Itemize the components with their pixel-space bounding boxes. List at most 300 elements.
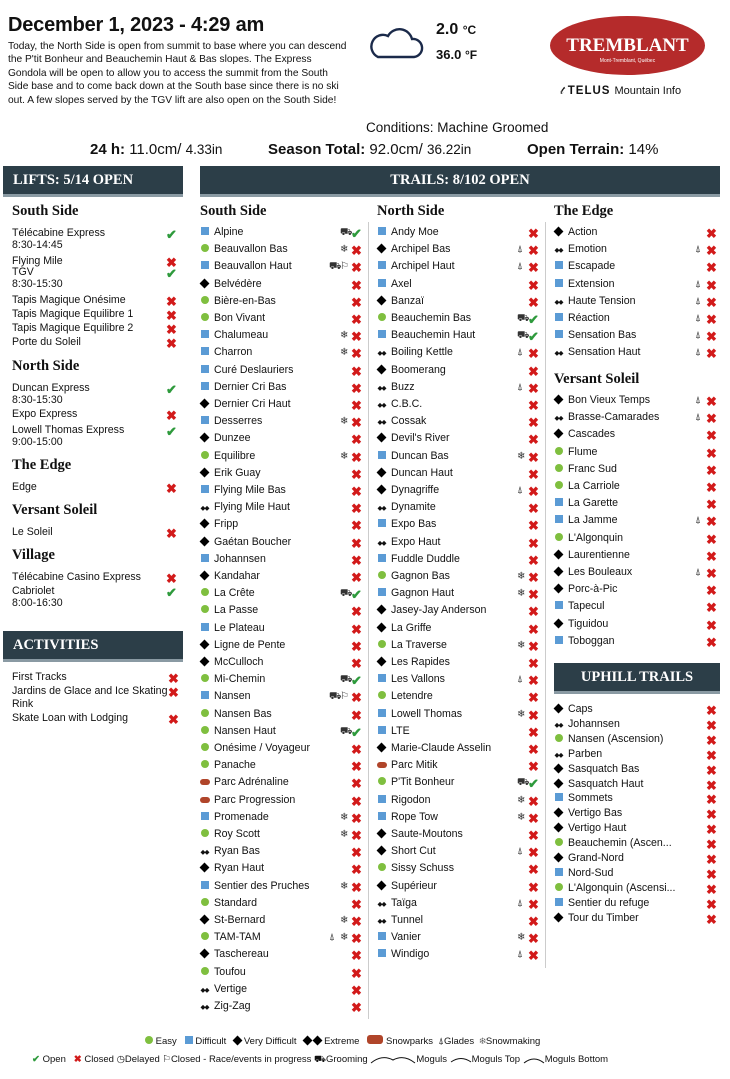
trail-name: Tunnel bbox=[391, 914, 423, 926]
trail-name: Erik Guay bbox=[214, 466, 261, 479]
trail-row bbox=[199, 553, 266, 570]
trail-row bbox=[199, 690, 251, 707]
difficulty-icon bbox=[199, 226, 210, 239]
uphill-name: Nord-Sud bbox=[568, 866, 614, 879]
trail-name: Beauchemin Bas bbox=[391, 312, 472, 324]
difficulty-icon bbox=[199, 742, 210, 755]
extreme-icon bbox=[303, 1036, 313, 1046]
difficult-icon bbox=[201, 881, 209, 889]
closed-status-icon: ✖ bbox=[351, 277, 362, 293]
trail-name: Charron bbox=[214, 346, 253, 359]
closed-status-icon: ✖ bbox=[528, 759, 539, 775]
difficulty-icon bbox=[199, 776, 210, 789]
closed-status-icon: ✖ bbox=[351, 312, 362, 327]
difficulty-icon bbox=[199, 501, 210, 515]
trail-name: Sentier des Pruches bbox=[214, 879, 310, 892]
trail-name: La Crête bbox=[214, 587, 255, 600]
trail-row bbox=[376, 759, 438, 776]
difficulty-icon bbox=[376, 260, 387, 273]
trail-name: Desserres bbox=[214, 415, 263, 428]
lift-hours: 8:30-15:30 bbox=[12, 394, 63, 406]
trail-row bbox=[199, 415, 262, 432]
difficulty-icon bbox=[199, 570, 210, 583]
closed-status-icon: ✖ bbox=[351, 260, 362, 276]
trail-row bbox=[376, 948, 429, 965]
closed-status-icon: ✖ bbox=[351, 570, 362, 585]
closed-status-icon: ✖ bbox=[351, 363, 362, 379]
difficulty-icon bbox=[376, 346, 387, 360]
trail-name: Le Plateau bbox=[214, 621, 265, 634]
difficulty-icon bbox=[199, 622, 210, 635]
trail-row bbox=[376, 604, 486, 621]
grooming-icon: ⛟ bbox=[517, 313, 530, 324]
difficulty-icon bbox=[553, 583, 564, 596]
trail-name: Windigo bbox=[391, 948, 430, 961]
trail-row bbox=[199, 708, 272, 725]
difficulty-icon bbox=[376, 948, 387, 961]
closed-status-icon: ✖ bbox=[706, 294, 717, 310]
trail-row bbox=[199, 364, 293, 381]
difficulty-icon bbox=[553, 394, 564, 407]
very-difficult-icon bbox=[554, 823, 564, 833]
difficulty-icon bbox=[199, 966, 210, 979]
closed-status-icon: ✖ bbox=[706, 837, 717, 853]
snowmaking-icon: ❄ bbox=[517, 811, 526, 823]
glades-icon: ⍋ bbox=[695, 313, 701, 324]
difficulty-icon bbox=[376, 862, 387, 875]
difficult-icon bbox=[201, 691, 209, 699]
trail-row bbox=[376, 415, 426, 432]
difficulty-icon bbox=[199, 983, 210, 997]
very-difficult-icon bbox=[200, 657, 210, 667]
very-difficult-icon bbox=[554, 853, 564, 863]
difficulty-icon bbox=[553, 867, 564, 880]
lift-name: Tapis Magique Onésime bbox=[12, 294, 126, 306]
closed-status-icon: ✖ bbox=[528, 552, 539, 568]
difficulty-icon bbox=[199, 690, 210, 703]
difficult-icon bbox=[555, 898, 563, 906]
trail-row bbox=[376, 639, 447, 656]
the-edge-heading: The Edge bbox=[554, 203, 614, 219]
difficulty-icon bbox=[199, 260, 210, 273]
snowmaking-icon: ❄ bbox=[340, 915, 349, 926]
glades-icon: ⍋ bbox=[517, 846, 523, 858]
uphill-name: Vertigo Bas bbox=[568, 807, 623, 820]
trail-row bbox=[553, 497, 618, 514]
very-difficult-icon bbox=[377, 433, 387, 443]
difficulty-icon bbox=[199, 312, 210, 325]
very-difficult-icon bbox=[377, 295, 387, 305]
cloud-icon bbox=[368, 26, 424, 60]
closed-status-icon: ✖ bbox=[528, 518, 539, 534]
closed-status-icon: ✖ bbox=[351, 896, 362, 912]
snowmaking-icon: ❄ bbox=[340, 347, 349, 359]
extreme-icon: ◆◆ bbox=[200, 849, 209, 857]
closed-status-icon: ✖ bbox=[528, 535, 539, 551]
difficult-icon bbox=[201, 812, 209, 820]
trail-name: Nansen Haut bbox=[214, 724, 276, 737]
lift-section-heading: Village bbox=[12, 547, 55, 563]
closed-status-icon: ✖ bbox=[351, 466, 362, 482]
trail-name: Expo Haut bbox=[391, 535, 441, 548]
closed-status-icon: ✖ bbox=[528, 879, 539, 895]
difficulty-icon bbox=[376, 776, 387, 789]
open-status-icon: ✔ bbox=[351, 724, 362, 740]
very-difficult-icon bbox=[200, 863, 210, 873]
trail-name: Sissy Schuss bbox=[391, 862, 454, 875]
difficulty-icon bbox=[376, 415, 387, 429]
trail-row bbox=[553, 278, 615, 295]
closed-status-icon: ✖ bbox=[351, 759, 362, 775]
difficulty-icon bbox=[376, 897, 387, 911]
trail-row bbox=[553, 532, 623, 549]
activities-header: ACTIVITIES bbox=[3, 631, 183, 662]
trail-name: Ligne de Pente bbox=[214, 638, 286, 651]
easy-icon bbox=[555, 481, 563, 489]
closed-icon: ✖ bbox=[73, 1054, 82, 1065]
trail-row bbox=[553, 549, 630, 566]
closed-status-icon: ✖ bbox=[706, 428, 717, 444]
difficulty-icon bbox=[199, 518, 210, 531]
closed-status-icon: ✖ bbox=[351, 604, 362, 620]
grooming-icon: ⛟ bbox=[340, 674, 353, 686]
uphill-name: Johannsen bbox=[568, 717, 620, 730]
trail-name: Porc-à-Pic bbox=[568, 583, 618, 596]
trail-name: Banzaï bbox=[391, 294, 424, 307]
extreme-icon: ◆◆ bbox=[377, 539, 386, 547]
trail-row bbox=[376, 708, 462, 725]
difficulty-icon bbox=[376, 656, 387, 669]
difficulty-icon bbox=[553, 837, 564, 850]
trail-name: Vertige bbox=[214, 982, 247, 995]
closed-status-icon: ✖ bbox=[528, 466, 539, 482]
difficulty-icon bbox=[199, 708, 210, 721]
difficulty-icon bbox=[376, 845, 387, 858]
trail-row bbox=[199, 966, 246, 983]
extreme-icon: ◆◆ bbox=[554, 247, 563, 255]
flag-icon: ⚐ bbox=[340, 691, 349, 703]
snowmaking-icon: ❄ bbox=[340, 450, 349, 462]
difficult-icon bbox=[201, 623, 209, 631]
difficulty-icon bbox=[376, 708, 387, 721]
trail-name: Fripp bbox=[214, 518, 239, 531]
trail-name: Flume bbox=[568, 445, 598, 458]
trail-row bbox=[376, 690, 433, 707]
trail-row bbox=[376, 862, 454, 879]
trail-name: LTE bbox=[391, 724, 410, 737]
trail-row bbox=[199, 931, 261, 948]
closed-status-icon: ✖ bbox=[528, 294, 539, 310]
closed-status-icon: ✖ bbox=[351, 948, 362, 964]
snowmaking-icon: ❄ bbox=[340, 880, 349, 892]
easy-icon bbox=[378, 777, 386, 785]
trail-name: Flying Mile Bas bbox=[214, 484, 286, 496]
difficult-icon bbox=[378, 709, 386, 717]
trail-row bbox=[376, 725, 410, 742]
trail-name: Tiguidou bbox=[568, 617, 609, 630]
trail-row bbox=[199, 346, 252, 363]
open-status-icon: ✔ bbox=[351, 226, 362, 241]
trail-row bbox=[553, 295, 636, 312]
open-status-icon: ✔ bbox=[166, 382, 177, 397]
trail-row bbox=[199, 948, 269, 965]
trail-name: Sensation Haut bbox=[568, 346, 641, 359]
open-status-icon: ✔ bbox=[166, 424, 177, 439]
activity-name: Jardins de Glace and Ice Skating Rink bbox=[12, 685, 168, 710]
difficult-icon bbox=[378, 519, 386, 527]
snowpark-icon bbox=[200, 779, 210, 785]
trail-row bbox=[199, 914, 265, 931]
very-difficult-icon bbox=[200, 915, 210, 925]
trail-name: Gaétan Boucher bbox=[214, 535, 292, 548]
trail-row bbox=[199, 673, 265, 690]
difficult-icon bbox=[555, 601, 563, 609]
easy-icon bbox=[201, 743, 209, 751]
difficult-icon bbox=[555, 279, 563, 287]
trail-row bbox=[199, 776, 289, 793]
trail-row bbox=[199, 845, 260, 862]
trail-row bbox=[553, 514, 617, 531]
closed-status-icon: ✖ bbox=[528, 243, 539, 259]
snowmaking-icon: ❄ bbox=[340, 416, 349, 428]
closed-status-icon: ✖ bbox=[528, 501, 539, 517]
closed-status-icon: ✖ bbox=[706, 497, 717, 513]
snowmaking-icon: ❄ bbox=[517, 571, 526, 582]
closed-status-icon: ✖ bbox=[351, 862, 362, 878]
extreme-icon: ◆◆ bbox=[554, 415, 563, 423]
difficulty-icon bbox=[199, 381, 210, 394]
glades-icon: ⍋ bbox=[517, 347, 523, 359]
difficult-icon bbox=[201, 347, 209, 355]
lift-section-heading: South Side bbox=[12, 203, 79, 219]
closed-status-icon: ✖ bbox=[706, 583, 717, 599]
trail-row bbox=[376, 794, 430, 811]
easy-icon bbox=[201, 296, 209, 304]
trail-name: Toufou bbox=[214, 965, 246, 978]
closed-status-icon: ✖ bbox=[706, 411, 717, 427]
trail-row bbox=[376, 914, 423, 931]
open-status-icon: ✔ bbox=[166, 585, 177, 600]
trail-row bbox=[376, 553, 460, 570]
lift-name: Flying Mile bbox=[12, 255, 63, 267]
difficulty-icon bbox=[553, 635, 564, 648]
open-icon: ✔ bbox=[32, 1054, 40, 1065]
trail-name: La Garette bbox=[568, 497, 619, 510]
trail-name: Brasse-Camarades bbox=[568, 411, 660, 424]
easy-icon bbox=[555, 464, 563, 472]
trail-row bbox=[553, 243, 607, 260]
closed-status-icon: ✖ bbox=[528, 810, 539, 826]
lift-hours: 9:00-15:00 bbox=[12, 436, 63, 448]
activity-name: Skate Loan with Lodging bbox=[12, 712, 129, 724]
open-status-icon: ✔ bbox=[166, 227, 177, 242]
glades-icon: ⍋ bbox=[695, 347, 701, 359]
trail-name: Ryan Haut bbox=[214, 862, 265, 875]
trail-name: Devil's River bbox=[391, 432, 450, 445]
lift-name: Porte du Soleil bbox=[12, 336, 81, 348]
closed-status-icon: ✖ bbox=[351, 329, 362, 345]
difficulty-icon bbox=[199, 329, 210, 342]
lift-name: Cabriolet bbox=[12, 585, 55, 597]
open-status-icon: ✔ bbox=[166, 266, 177, 281]
closed-status-icon: ✖ bbox=[351, 638, 362, 654]
difficulty-icon bbox=[376, 811, 387, 824]
flag-icon: ⚐ bbox=[340, 261, 349, 273]
difficulty-icon bbox=[553, 748, 564, 762]
trail-row bbox=[199, 1000, 251, 1017]
trail-name: Haute Tension bbox=[568, 294, 636, 307]
closed-status-icon: ✖ bbox=[528, 948, 539, 964]
difficulty-icon bbox=[553, 260, 564, 273]
difficulty-icon bbox=[553, 733, 564, 746]
trail-name: Rope Tow bbox=[391, 810, 438, 823]
glades-icon: ⍋ bbox=[695, 244, 701, 256]
grooming-icon: ⛟ bbox=[329, 691, 342, 703]
difficulty-icon bbox=[376, 931, 387, 944]
closed-status-icon: ✖ bbox=[351, 690, 362, 706]
difficulty-icon bbox=[376, 501, 387, 515]
trail-row bbox=[376, 398, 422, 415]
closed-status-icon: ✖ bbox=[168, 712, 179, 727]
trail-row bbox=[199, 312, 265, 329]
trail-row bbox=[199, 742, 310, 759]
very-difficult-icon bbox=[200, 536, 210, 546]
closed-status-icon: ✖ bbox=[706, 480, 717, 495]
closed-status-icon: ✖ bbox=[528, 449, 539, 465]
temperature-celsius: 2.0 °C bbox=[436, 21, 477, 38]
trail-name: Mi-Chemin bbox=[214, 673, 266, 686]
uphill-name: Sasquatch Bas bbox=[568, 762, 640, 775]
difficulty-icon bbox=[199, 604, 210, 617]
difficulty-icon bbox=[376, 432, 387, 445]
trail-row bbox=[376, 381, 415, 398]
closed-status-icon: ✖ bbox=[351, 879, 362, 895]
closed-status-icon: ✖ bbox=[528, 346, 539, 362]
trail-row bbox=[199, 639, 285, 656]
trail-name: Parc Mitik bbox=[391, 759, 438, 772]
difficulty-icon bbox=[199, 897, 210, 910]
very-difficult-icon bbox=[377, 467, 387, 477]
very-difficult-icon bbox=[554, 912, 564, 922]
difficulty-icon bbox=[553, 600, 564, 613]
extreme-icon: ◆◆ bbox=[554, 298, 563, 306]
trail-row bbox=[376, 656, 450, 673]
difficulty-icon bbox=[376, 570, 387, 583]
temperature-fahrenheit: 36.0 °F bbox=[436, 47, 478, 62]
trail-name: Short Cut bbox=[391, 845, 436, 858]
easy-icon bbox=[201, 967, 209, 975]
trail-name: La Carriole bbox=[568, 480, 620, 492]
trail-row bbox=[376, 776, 454, 793]
difficulty-icon bbox=[376, 622, 387, 635]
trail-row bbox=[376, 278, 412, 295]
closed-status-icon: ✖ bbox=[706, 807, 717, 823]
glades-icon: ⍋ bbox=[695, 330, 701, 342]
trail-name: L'Algonquin bbox=[568, 531, 624, 544]
trail-name: Franc Sud bbox=[568, 462, 617, 475]
difficult-icon bbox=[201, 485, 209, 493]
snowpark-icon bbox=[200, 797, 210, 803]
closed-status-icon: ✖ bbox=[706, 717, 717, 733]
difficulty-icon bbox=[376, 553, 387, 566]
difficult-icon bbox=[201, 330, 209, 338]
grooming-icon: ⛟ bbox=[329, 261, 342, 273]
difficulty-icon bbox=[376, 742, 387, 755]
trail-row bbox=[199, 983, 247, 1000]
trail-name: Toboggan bbox=[568, 634, 615, 647]
closed-status-icon: ✖ bbox=[528, 277, 539, 293]
trail-name: Sensation Bas bbox=[568, 329, 637, 342]
trail-name: Promenade bbox=[214, 810, 269, 823]
difficulty-icon bbox=[553, 532, 564, 545]
lift-section-heading: North Side bbox=[12, 358, 80, 374]
trail-row bbox=[376, 742, 491, 759]
uphill-name: Vertigo Haut bbox=[568, 822, 627, 835]
glades-icon: ⍋ bbox=[438, 1036, 444, 1047]
very-difficult-icon bbox=[377, 605, 387, 615]
difficulty-icon bbox=[376, 587, 387, 600]
trail-row bbox=[199, 897, 257, 914]
closed-status-icon: ✖ bbox=[351, 484, 362, 499]
closed-status-icon: ✖ bbox=[351, 707, 362, 723]
lift-name: Edge bbox=[12, 481, 37, 493]
closed-status-icon: ✖ bbox=[351, 415, 362, 431]
difficulty-icon bbox=[199, 587, 210, 600]
lift-hours: 8:30-14:45 bbox=[12, 239, 63, 251]
difficulty-icon bbox=[199, 656, 210, 669]
closed-status-icon: ✖ bbox=[528, 724, 539, 740]
trail-name: Johannsen bbox=[214, 552, 266, 565]
sponsor-telus: 𝓉 TELUS Mountain Info bbox=[560, 85, 682, 97]
difficult-icon bbox=[201, 227, 209, 235]
snowmaking-icon: ❄ bbox=[517, 794, 526, 806]
trail-row bbox=[376, 622, 431, 639]
lifts-header: LIFTS: 5/14 OPEN bbox=[3, 166, 183, 197]
uphill-name: Sasquatch Haut bbox=[568, 777, 644, 790]
closed-status-icon: ✖ bbox=[528, 828, 539, 843]
difficulty-icon bbox=[553, 618, 564, 631]
trail-row bbox=[199, 450, 255, 467]
trail-row bbox=[376, 295, 424, 312]
grooming-icon: ⛟ bbox=[314, 1054, 326, 1065]
trail-name: Flying Mile Haut bbox=[214, 501, 290, 514]
very-difficult-icon bbox=[554, 227, 564, 237]
difficult-icon bbox=[378, 949, 386, 957]
closed-status-icon: ✖ bbox=[351, 449, 362, 465]
difficult-icon bbox=[378, 674, 386, 682]
difficulty-icon bbox=[553, 718, 564, 732]
closed-status-icon: ✖ bbox=[706, 896, 717, 912]
closed-status-icon: ✖ bbox=[168, 671, 179, 686]
difficulty-icon bbox=[376, 880, 387, 893]
trail-name: Action bbox=[568, 226, 598, 238]
easy-icon bbox=[555, 734, 563, 742]
trail-name: Panache bbox=[214, 759, 256, 772]
closed-status-icon: ✖ bbox=[528, 226, 539, 241]
lift-name: Tapis Magique Equilibre 2 bbox=[12, 322, 134, 334]
difficulty-icon bbox=[553, 912, 564, 925]
difficulty-icon bbox=[553, 763, 564, 776]
trail-row bbox=[199, 484, 286, 501]
difficulty-icon bbox=[376, 450, 387, 463]
easy-icon bbox=[201, 588, 209, 596]
grooming-icon: ⛟ bbox=[517, 777, 530, 789]
difficult-icon bbox=[201, 261, 209, 269]
closed-status-icon: ✖ bbox=[706, 881, 717, 897]
very-difficult-icon bbox=[200, 949, 210, 959]
trail-name: McCulloch bbox=[214, 656, 264, 668]
trail-row bbox=[376, 931, 421, 948]
